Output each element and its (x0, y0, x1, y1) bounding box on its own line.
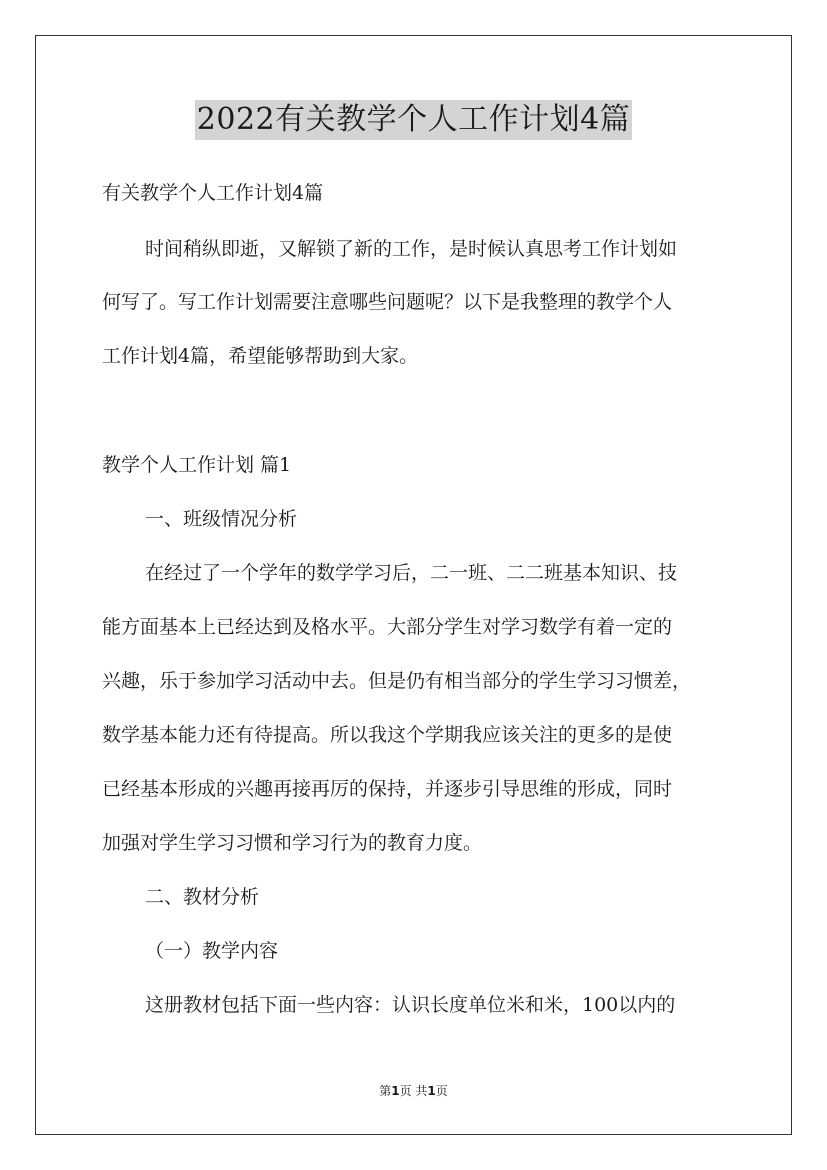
footer-page-current: 1 (391, 1084, 400, 1098)
paragraph-line: 在经过了一个学年的数学学习后，二一班、二二班基本知识、技 (145, 562, 678, 584)
subheading: 一、班级情况分析 (145, 508, 298, 530)
footer-page-total: 1 (427, 1084, 436, 1098)
paragraph-line: 工作计划4篇，希望能够帮助到大家。 (102, 345, 419, 367)
subtitle-line: 有关教学个人工作计划4篇 (102, 182, 324, 204)
page-footer (0, 1083, 827, 1099)
paragraph-line: 数学基本能力还有待提高。所以我这个学期我应该关注的更多的是使 (102, 724, 673, 746)
paragraph-line: 加强对学生学习习惯和学习行为的教育力度。 (102, 832, 483, 854)
paragraph-line: 何写了。写工作计划需要注意哪些问题呢？以下是我整理的教学个人 (102, 291, 673, 313)
document-title: 2022有关教学个人工作计划4篇 (195, 100, 632, 140)
section-heading: 教学个人工作计划 篇1 (102, 454, 292, 476)
footer-prefix: 第 (379, 1084, 392, 1098)
subheading: （一）教学内容 (145, 940, 279, 962)
title-block (0, 100, 827, 140)
paragraph-line: 已经基本形成的兴趣再接再厉的保持，并逐步引导思维的形成，同时 (102, 778, 673, 800)
subheading: 二、教材分析 (145, 886, 260, 908)
footer-mid: 页 共 (399, 1084, 428, 1098)
paragraph-line: 时间稍纵即逝，又解锁了新的工作，是时候认真思考工作计划如 (145, 238, 678, 260)
paragraph-line: 这册教材包括下面一些内容：认识长度单位米和米，100以内的 (145, 994, 676, 1016)
paragraph-line: 兴趣，乐于参加学习活动中去。但是仍有相当部分的学生学习习惯差， (102, 670, 692, 692)
paragraph-line: 能方面基本上已经达到及格水平。大部分学生对学习数学有着一定的 (102, 616, 673, 638)
footer-suffix: 页 (435, 1084, 448, 1098)
